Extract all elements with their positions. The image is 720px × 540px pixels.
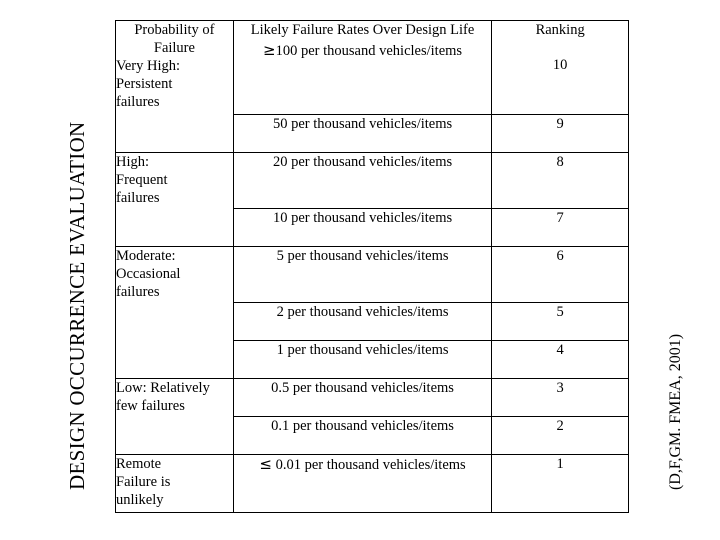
failure-rate: 2 per thousand vehicles/items bbox=[233, 303, 491, 341]
ranking-header: Ranking bbox=[535, 22, 585, 38]
probability-label-line: few failures bbox=[116, 398, 185, 414]
probability-label-line: failures bbox=[116, 190, 160, 206]
less-equal-symbol: ≤ bbox=[259, 455, 272, 473]
failure-rate: 20 per thousand vehicles/items bbox=[233, 153, 491, 209]
probability-label-line: failures bbox=[116, 284, 160, 300]
probability-label-line: Persistent bbox=[116, 76, 173, 92]
rate-cell bbox=[233, 21, 491, 115]
probability-cell-low bbox=[116, 379, 234, 455]
probability-label-line: Frequent bbox=[116, 172, 168, 188]
failure-rate: 50 per thousand vehicles/items bbox=[233, 115, 491, 153]
occurrence-table bbox=[115, 20, 629, 513]
failure-rate bbox=[234, 41, 491, 60]
probability-cell-high bbox=[116, 153, 234, 247]
rank-value: 8 bbox=[492, 153, 629, 209]
probability-label-line: Very High: bbox=[116, 58, 181, 74]
failure-rate: 0.5 per thousand vehicles/items bbox=[233, 379, 491, 417]
side-title: DESIGN OCCURRENCE EVALUATION bbox=[65, 121, 89, 490]
rank-value: 4 bbox=[492, 341, 629, 379]
table-row bbox=[116, 153, 629, 209]
probability-cell-moderate bbox=[116, 247, 234, 379]
table-row bbox=[116, 379, 629, 417]
probability-label-line: Failure is bbox=[116, 474, 171, 490]
table-row bbox=[116, 21, 629, 115]
failure-rate: 1 per thousand vehicles/items bbox=[233, 341, 491, 379]
failure-rate-text: 100 per thousand vehicles/items bbox=[275, 43, 463, 59]
probability-header: Probability of Failure bbox=[134, 22, 215, 56]
rank-value: 10 bbox=[552, 57, 568, 73]
rank-cell bbox=[492, 21, 629, 115]
rates-header: Likely Failure Rates Over Design Life bbox=[250, 22, 475, 38]
citation: (D,F,GM. FMEA, 2001) bbox=[667, 333, 684, 490]
rank-value: 5 bbox=[492, 303, 629, 341]
failure-rate bbox=[233, 455, 491, 513]
rank-value: 7 bbox=[492, 209, 629, 247]
failure-rate: 5 per thousand vehicles/items bbox=[233, 247, 491, 303]
failure-rate: 0.1 per thousand vehicles/items bbox=[233, 417, 491, 455]
rank-value: 2 bbox=[492, 417, 629, 455]
probability-label-line: Moderate: bbox=[116, 248, 176, 264]
probability-label-line: Low: Relatively bbox=[116, 380, 210, 396]
rank-value: 9 bbox=[492, 115, 629, 153]
rank-value: 3 bbox=[492, 379, 629, 417]
table-row bbox=[116, 247, 629, 303]
greater-equal-symbol: ≥ bbox=[263, 41, 276, 59]
probability-label-line: High: bbox=[116, 154, 150, 170]
probability-label-line: Remote bbox=[116, 456, 162, 472]
probability-label-line: unlikely bbox=[116, 492, 164, 508]
rank-value: 1 bbox=[492, 455, 629, 513]
failure-rate: 10 per thousand vehicles/items bbox=[233, 209, 491, 247]
probability-label-line: Occasional bbox=[116, 266, 181, 282]
probability-label-line: failures bbox=[116, 94, 160, 110]
rank-value: 6 bbox=[492, 247, 629, 303]
probability-cell-very-high bbox=[116, 21, 234, 153]
probability-cell-remote bbox=[116, 455, 234, 513]
table-row bbox=[116, 455, 629, 513]
failure-rate-text: 0.01 per thousand vehicles/items bbox=[271, 457, 466, 473]
